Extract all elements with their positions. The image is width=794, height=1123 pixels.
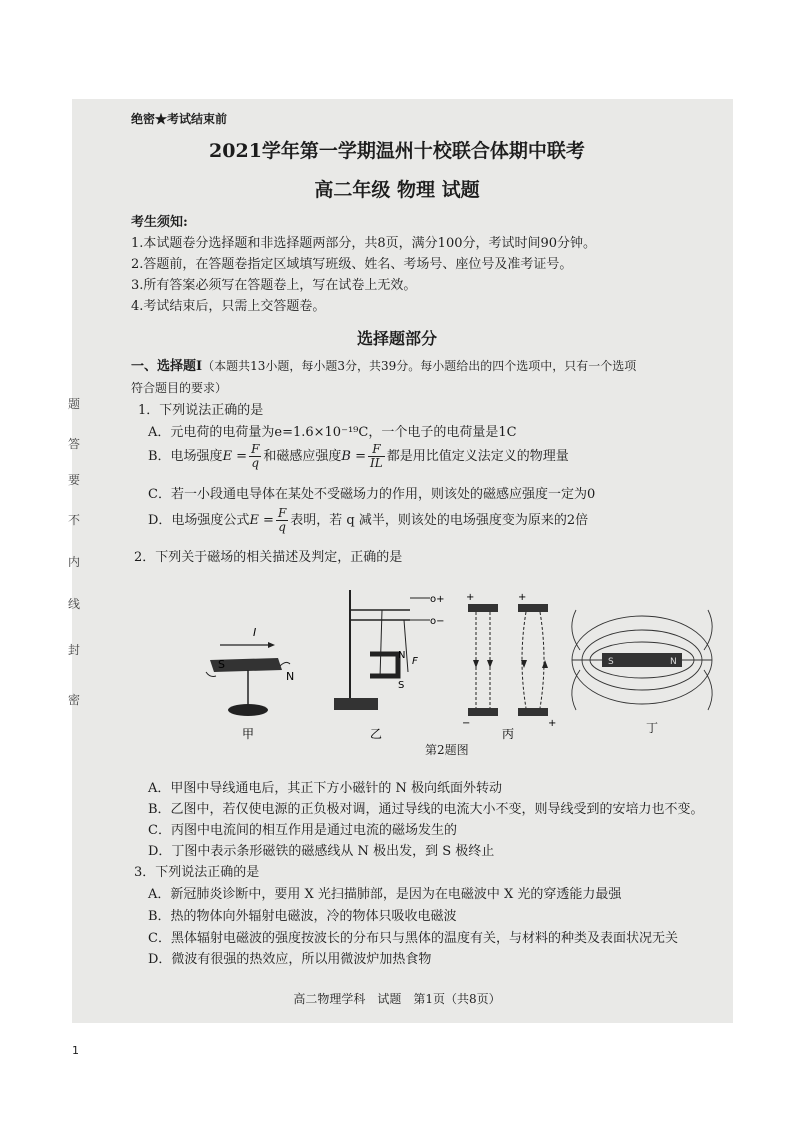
terminal-minus: o− [430,616,445,627]
frac-den: IL [370,456,383,470]
label-bing: 丙 [502,727,515,741]
part1-desc-cont: 符合题目的要求） [131,381,228,395]
exam-title: 2021学年第一学期温州十校联合体期中联考 [209,140,585,162]
frac-num: F [368,443,385,457]
side-char: 密 [68,693,81,707]
q3-stem: 3．下列说法正确的是 [134,865,260,880]
figure-jia [206,626,294,741]
part1-desc: （本题共13小题，每小题3分，共39分。每小题给出的四个选项中，只有一个选项 [202,359,637,373]
frac-den: q [251,456,260,470]
exam-subtitle: 高二年级 物理 试题 [314,179,480,201]
q2-option-b: B．乙图中，若仅使电源的正负极对调，通过导线的电流大小不变，则导线受到的安培力也不变。 [148,802,704,817]
notice-item: 2.答题前，在答题卷指定区域填写班级、姓名、考场号、座位号及准考证号。 [131,257,573,272]
figure-bing [462,592,556,741]
notice-item: 1.本试题卷分选择题和非选择题两部分，共8页，满分100分，考试时间90分钟。 [131,236,597,251]
side-char: 答 [68,437,81,451]
pole-s: S [218,658,225,671]
side-char: 要 [68,473,81,487]
section-title: 选择题部分 [356,329,437,348]
terminal-plus: o+ [430,594,445,605]
secret-mark: 绝密★考试结束前 [131,112,228,126]
q1-option-c: C．若一小段通电导体在某处不受磁场力的作用，则该处的磁感应强度一定为0 [148,487,596,502]
label-jia: 甲 [242,727,255,741]
side-char: 题 [68,397,81,411]
side-char: 封 [68,643,81,657]
q1-b-post: 都是用比值定义法定义的物理量 [386,449,569,464]
q3-option-a: A．新冠肺炎诊断中，要用 X 光扫描肺部，是因为在电磁波中 X 光的穿透能力最强 [148,887,622,902]
q1-stem: 1．下列说法正确的是 [138,403,264,418]
page-number: 1 [72,1044,79,1057]
current-label: I [253,626,257,639]
q1-d-frac [276,507,288,534]
q1-d-post: 表明，若 q 减半，则该处的电场强度变为原来的2倍 [290,513,589,528]
q2-option-c: C．丙图中电流间的相互作用是通过电流的磁场发生的 [148,823,457,838]
q1-d-pre: D．电场强度公式 [148,513,250,528]
notice-item: 3.所有答案必须写在答题卷上，写在试卷上无效。 [131,278,417,293]
q3-option-d: D．微波有很强的热效应，所以用微波炉加热食物 [148,952,432,967]
q1-b-b: B = [341,449,366,464]
q1-option-a: A．元电荷的电荷量为e=1.6×10⁻¹⁹C，一个电子的电荷量是1C [148,425,517,440]
part1-instructions [131,358,636,375]
page-footer: 高二物理学科 试题 第1页（共8页） [293,992,501,1006]
frac-num: F [251,442,260,456]
label-yi: 乙 [370,727,383,741]
q2-option-d: D．丁图中表示条形磁铁的磁感线从 N 极出发，到 S 极终止 [148,844,495,859]
force-label: F [412,656,418,667]
notice-item: 4.考试结束后，只需上交答题卷。 [131,299,326,314]
bar-n: N [670,657,677,667]
bing-right-plus: + [518,592,527,603]
q1-b-frac-b [368,443,385,470]
pole-n: N [286,670,295,683]
notice-heading: 考生须知: [131,215,188,230]
part1-label: 一、选择题I [131,359,203,374]
magnet-n: N [398,650,406,661]
bing-left-minus: − [462,718,471,729]
label-ding: 丁 [646,721,659,735]
frac-num: F [277,506,287,520]
bing-left-plus: + [466,592,475,603]
q1-option-b [148,443,569,470]
q1-b-mid: 和磁感应强度 [263,449,342,464]
bar-s: S [608,657,614,667]
q1-d-e: E = [249,513,274,528]
figure-ding [572,610,712,735]
q2-option-a: A．甲图中导线通电后，其正下方小磁针的 N 极向纸面外转动 [148,781,503,796]
q3-option-b: B．热的物体向外辐射电磁波，冷的物体只吸收电磁波 [148,909,457,924]
q1-option-d [148,507,588,534]
q1-b-pre: B．电场强度 [148,449,223,464]
q1-b-frac-e [249,443,261,470]
q1-b-e: E = [222,449,248,464]
figure-yi [334,590,445,741]
side-char: 内 [68,555,81,569]
q2-stem: 2．下列关于磁场的相关描述及判定，正确的是 [134,550,403,565]
side-char: 线 [68,597,81,611]
figure-caption: 第2题图 [425,743,469,757]
side-char: 不 [68,513,81,527]
frac-den: q [278,520,286,534]
q3-option-c: C．黑体辐射电磁波的强度按波长的分布只与黑体的温度有关，与材料的种类及表面状况无关 [148,931,678,946]
bing-right-plus-bottom: + [548,718,557,729]
magnet-s: S [398,680,405,691]
